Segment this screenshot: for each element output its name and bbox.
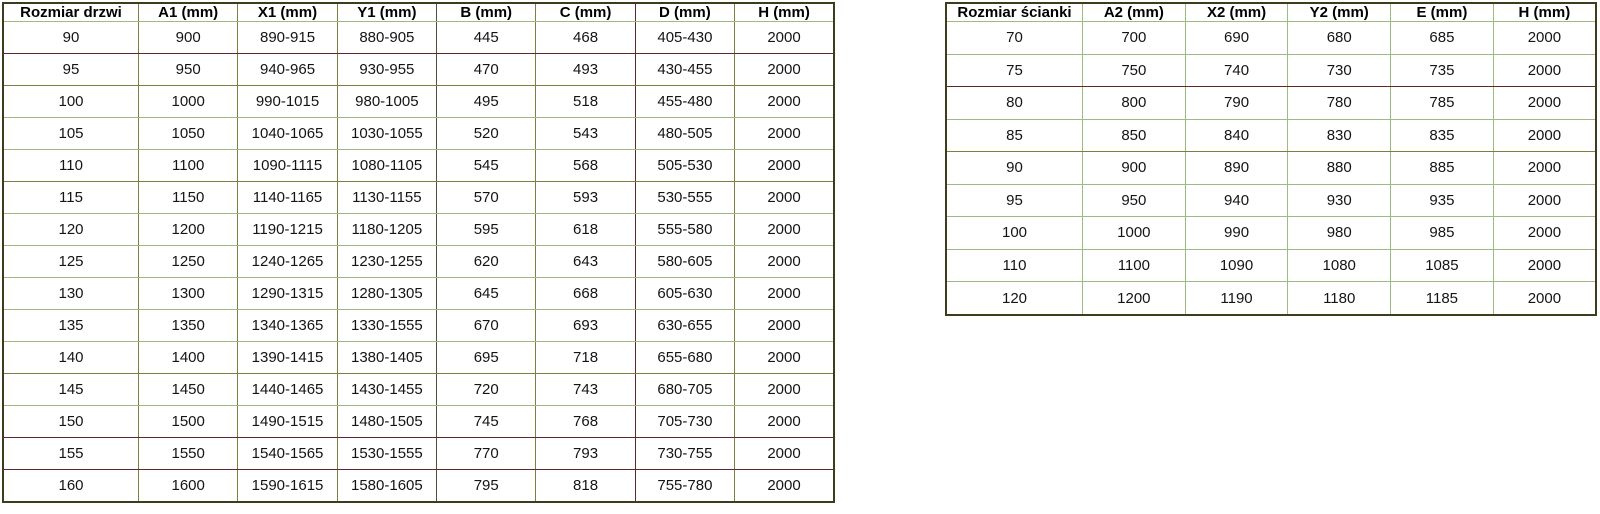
table-cell: 2000 bbox=[1493, 282, 1596, 316]
table-cell: 1450 bbox=[139, 373, 238, 405]
table-cell: 1080 bbox=[1288, 249, 1391, 282]
column-header: C (mm) bbox=[536, 3, 635, 22]
table-cell: 1190 bbox=[1185, 282, 1288, 316]
table-cell: 800 bbox=[1083, 87, 1186, 120]
table-cell: 990-1015 bbox=[238, 85, 337, 117]
table-cell: 70 bbox=[946, 22, 1083, 55]
table-cell: 2000 bbox=[1493, 119, 1596, 152]
table-cell: 1430-1455 bbox=[337, 373, 436, 405]
table-cell: 830 bbox=[1288, 119, 1391, 152]
table-cell: 2000 bbox=[735, 437, 834, 469]
table-cell: 470 bbox=[437, 53, 536, 85]
table-cell: 75 bbox=[946, 54, 1083, 87]
table-cell: 770 bbox=[437, 437, 536, 469]
table-cell: 2000 bbox=[1493, 249, 1596, 282]
table-cell: 1330-1555 bbox=[337, 309, 436, 341]
table-cell: 745 bbox=[437, 405, 536, 437]
table-row bbox=[3, 373, 834, 405]
table-row bbox=[3, 277, 834, 309]
table-cell: 785 bbox=[1391, 87, 1494, 120]
table-cell: 1000 bbox=[1083, 217, 1186, 250]
table-cell: 155 bbox=[3, 437, 139, 469]
table-row bbox=[946, 54, 1596, 87]
table-cell: 1350 bbox=[139, 309, 238, 341]
table-cell: 768 bbox=[536, 405, 635, 437]
table-cell: 2000 bbox=[1493, 152, 1596, 185]
table-row bbox=[3, 181, 834, 213]
table-cell: 605-630 bbox=[635, 277, 734, 309]
column-header: Y2 (mm) bbox=[1288, 3, 1391, 22]
table-cell: 480-505 bbox=[635, 117, 734, 149]
table-cell: 1280-1305 bbox=[337, 277, 436, 309]
table-cell: 1250 bbox=[139, 245, 238, 277]
table-row bbox=[946, 152, 1596, 185]
table-row bbox=[3, 437, 834, 469]
table-cell: 145 bbox=[3, 373, 139, 405]
table-cell: 985 bbox=[1391, 217, 1494, 250]
table-cell: 110 bbox=[3, 149, 139, 181]
table-cell: 940-965 bbox=[238, 53, 337, 85]
table-cell: 980 bbox=[1288, 217, 1391, 250]
table-cell: 950 bbox=[139, 53, 238, 85]
table-cell: 630-655 bbox=[635, 309, 734, 341]
table-row bbox=[3, 85, 834, 117]
table-cell: 1040-1065 bbox=[238, 117, 337, 149]
table-cell: 120 bbox=[3, 213, 139, 245]
table-cell: 2000 bbox=[735, 117, 834, 149]
table-cell: 755-780 bbox=[635, 469, 734, 502]
table-cell: 1090-1115 bbox=[238, 149, 337, 181]
table-cell: 980-1005 bbox=[337, 85, 436, 117]
table-cell: 1540-1565 bbox=[238, 437, 337, 469]
table-cell: 593 bbox=[536, 181, 635, 213]
table-cell: 2000 bbox=[735, 341, 834, 373]
header-row bbox=[946, 3, 1596, 22]
table-cell: 505-530 bbox=[635, 149, 734, 181]
table-cell: 2000 bbox=[735, 22, 834, 54]
table-cell: 160 bbox=[3, 469, 139, 502]
table-cell: 645 bbox=[437, 277, 536, 309]
table-cell: 730-755 bbox=[635, 437, 734, 469]
table-cell: 2000 bbox=[1493, 22, 1596, 55]
table-cell: 705-730 bbox=[635, 405, 734, 437]
table-cell: 695 bbox=[437, 341, 536, 373]
table-cell: 430-455 bbox=[635, 53, 734, 85]
table-cell: 1480-1505 bbox=[337, 405, 436, 437]
table-cell: 520 bbox=[437, 117, 536, 149]
table-cell: 740 bbox=[1185, 54, 1288, 87]
table-cell: 900 bbox=[1083, 152, 1186, 185]
table-cell: 1090 bbox=[1185, 249, 1288, 282]
table-cell: 780 bbox=[1288, 87, 1391, 120]
table-cell: 1230-1255 bbox=[337, 245, 436, 277]
table-cell: 455-480 bbox=[635, 85, 734, 117]
table-cell: 2000 bbox=[735, 277, 834, 309]
table-cell: 693 bbox=[536, 309, 635, 341]
column-header: Y1 (mm) bbox=[337, 3, 436, 22]
table-cell: 100 bbox=[946, 217, 1083, 250]
table-cell: 950 bbox=[1083, 184, 1186, 217]
table-cell: 1490-1515 bbox=[238, 405, 337, 437]
table-cell: 718 bbox=[536, 341, 635, 373]
table-cell: 850 bbox=[1083, 119, 1186, 152]
column-header: Rozmiar drzwi bbox=[3, 3, 139, 22]
table-row bbox=[3, 469, 834, 502]
table-cell: 530-555 bbox=[635, 181, 734, 213]
table-cell: 1140-1165 bbox=[238, 181, 337, 213]
table-cell: 1530-1555 bbox=[337, 437, 436, 469]
table-cell: 685 bbox=[1391, 22, 1494, 55]
table-cell: 1185 bbox=[1391, 282, 1494, 316]
table-cell: 2000 bbox=[735, 213, 834, 245]
table-cell: 655-680 bbox=[635, 341, 734, 373]
table-cell: 110 bbox=[946, 249, 1083, 282]
table-cell: 930-955 bbox=[337, 53, 436, 85]
table-cell: 670 bbox=[437, 309, 536, 341]
table-cell: 1100 bbox=[1083, 249, 1186, 282]
column-header: D (mm) bbox=[635, 3, 734, 22]
column-header: X2 (mm) bbox=[1185, 3, 1288, 22]
table-cell: 2000 bbox=[735, 53, 834, 85]
table-cell: 1130-1155 bbox=[337, 181, 436, 213]
table-cell: 90 bbox=[946, 152, 1083, 185]
table-cell: 405-430 bbox=[635, 22, 734, 54]
table-cell: 680-705 bbox=[635, 373, 734, 405]
table-cell: 493 bbox=[536, 53, 635, 85]
table-cell: 700 bbox=[1083, 22, 1186, 55]
table-cell: 1200 bbox=[1083, 282, 1186, 316]
table-cell: 890-915 bbox=[238, 22, 337, 54]
door-sizes-table bbox=[2, 2, 835, 503]
column-header: A1 (mm) bbox=[139, 3, 238, 22]
column-header: H (mm) bbox=[1493, 3, 1596, 22]
table-cell: 620 bbox=[437, 245, 536, 277]
table-cell: 2000 bbox=[735, 85, 834, 117]
table-cell: 1190-1215 bbox=[238, 213, 337, 245]
table-cell: 885 bbox=[1391, 152, 1494, 185]
table-cell: 495 bbox=[437, 85, 536, 117]
table-cell: 2000 bbox=[1493, 184, 1596, 217]
table-cell: 1000 bbox=[139, 85, 238, 117]
table-cell: 1440-1465 bbox=[238, 373, 337, 405]
column-header: A2 (mm) bbox=[1083, 3, 1186, 22]
table-cell: 940 bbox=[1185, 184, 1288, 217]
table-row bbox=[3, 309, 834, 341]
table-cell: 2000 bbox=[735, 149, 834, 181]
table-cell: 95 bbox=[3, 53, 139, 85]
table-cell: 115 bbox=[3, 181, 139, 213]
table-cell: 95 bbox=[946, 184, 1083, 217]
table-cell: 1080-1105 bbox=[337, 149, 436, 181]
table-cell: 1290-1315 bbox=[238, 277, 337, 309]
table-row bbox=[3, 149, 834, 181]
table-cell: 680 bbox=[1288, 22, 1391, 55]
column-header: Rozmiar ścianki bbox=[946, 3, 1083, 22]
table-cell: 570 bbox=[437, 181, 536, 213]
table-cell: 1550 bbox=[139, 437, 238, 469]
table-cell: 900 bbox=[139, 22, 238, 54]
table-cell: 1240-1265 bbox=[238, 245, 337, 277]
table-cell: 1390-1415 bbox=[238, 341, 337, 373]
table-cell: 90 bbox=[3, 22, 139, 54]
table-cell: 720 bbox=[437, 373, 536, 405]
table-cell: 80 bbox=[946, 87, 1083, 120]
table-cell: 1050 bbox=[139, 117, 238, 149]
table-cell: 2000 bbox=[735, 181, 834, 213]
column-header: H (mm) bbox=[735, 3, 834, 22]
table-row bbox=[3, 405, 834, 437]
table-cell: 2000 bbox=[735, 245, 834, 277]
table-cell: 518 bbox=[536, 85, 635, 117]
table-cell: 1180 bbox=[1288, 282, 1391, 316]
table-cell: 818 bbox=[536, 469, 635, 502]
header-row bbox=[3, 3, 834, 22]
table-cell: 1200 bbox=[139, 213, 238, 245]
table-cell: 730 bbox=[1288, 54, 1391, 87]
table-cell: 1600 bbox=[139, 469, 238, 502]
table-cell: 835 bbox=[1391, 119, 1494, 152]
table-cell: 85 bbox=[946, 119, 1083, 152]
table-cell: 1100 bbox=[139, 149, 238, 181]
table-cell: 2000 bbox=[1493, 54, 1596, 87]
table-cell: 795 bbox=[437, 469, 536, 502]
table-cell: 990 bbox=[1185, 217, 1288, 250]
table-cell: 135 bbox=[3, 309, 139, 341]
table-row bbox=[946, 87, 1596, 120]
table-cell: 1300 bbox=[139, 277, 238, 309]
table-cell: 890 bbox=[1185, 152, 1288, 185]
table-cell: 555-580 bbox=[635, 213, 734, 245]
table-cell: 880 bbox=[1288, 152, 1391, 185]
table-cell: 743 bbox=[536, 373, 635, 405]
table-row bbox=[3, 117, 834, 149]
table-cell: 568 bbox=[536, 149, 635, 181]
table-cell: 750 bbox=[1083, 54, 1186, 87]
table-row bbox=[3, 245, 834, 277]
table-cell: 1180-1205 bbox=[337, 213, 436, 245]
table-cell: 2000 bbox=[735, 469, 834, 502]
table-cell: 1340-1365 bbox=[238, 309, 337, 341]
table-cell: 595 bbox=[437, 213, 536, 245]
table-cell: 130 bbox=[3, 277, 139, 309]
table-cell: 690 bbox=[1185, 22, 1288, 55]
table-cell: 2000 bbox=[1493, 217, 1596, 250]
table-row bbox=[3, 341, 834, 373]
table-cell: 1500 bbox=[139, 405, 238, 437]
table-cell: 100 bbox=[3, 85, 139, 117]
table-row bbox=[946, 282, 1596, 316]
table-cell: 880-905 bbox=[337, 22, 436, 54]
table-cell: 580-605 bbox=[635, 245, 734, 277]
table-row bbox=[946, 217, 1596, 250]
table-cell: 2000 bbox=[1493, 87, 1596, 120]
table-cell: 618 bbox=[536, 213, 635, 245]
table-cell: 1580-1605 bbox=[337, 469, 436, 502]
table-cell: 125 bbox=[3, 245, 139, 277]
table-cell: 840 bbox=[1185, 119, 1288, 152]
table-cell: 545 bbox=[437, 149, 536, 181]
wall-sizes-table bbox=[945, 2, 1597, 316]
table-cell: 735 bbox=[1391, 54, 1494, 87]
table-cell: 1380-1405 bbox=[337, 341, 436, 373]
table-cell: 1400 bbox=[139, 341, 238, 373]
table-cell: 1590-1615 bbox=[238, 469, 337, 502]
table-cell: 150 bbox=[3, 405, 139, 437]
column-header: B (mm) bbox=[437, 3, 536, 22]
table-cell: 140 bbox=[3, 341, 139, 373]
table-cell: 120 bbox=[946, 282, 1083, 316]
table-cell: 790 bbox=[1185, 87, 1288, 120]
table-row bbox=[946, 184, 1596, 217]
table-cell: 1150 bbox=[139, 181, 238, 213]
table-cell: 930 bbox=[1288, 184, 1391, 217]
table-row bbox=[3, 53, 834, 85]
table-cell: 935 bbox=[1391, 184, 1494, 217]
table-cell: 1030-1055 bbox=[337, 117, 436, 149]
table-row bbox=[946, 22, 1596, 55]
table-cell: 793 bbox=[536, 437, 635, 469]
table-row bbox=[3, 213, 834, 245]
table-cell: 105 bbox=[3, 117, 139, 149]
table-row bbox=[946, 249, 1596, 282]
table-cell: 468 bbox=[536, 22, 635, 54]
table-cell: 2000 bbox=[735, 309, 834, 341]
table-row bbox=[946, 119, 1596, 152]
table-cell: 2000 bbox=[735, 373, 834, 405]
table-cell: 1085 bbox=[1391, 249, 1494, 282]
column-header: X1 (mm) bbox=[238, 3, 337, 22]
column-header: E (mm) bbox=[1391, 3, 1494, 22]
table-cell: 643 bbox=[536, 245, 635, 277]
table-row bbox=[3, 22, 834, 54]
table-cell: 2000 bbox=[735, 405, 834, 437]
table-cell: 543 bbox=[536, 117, 635, 149]
table-cell: 668 bbox=[536, 277, 635, 309]
table-cell: 445 bbox=[437, 22, 536, 54]
